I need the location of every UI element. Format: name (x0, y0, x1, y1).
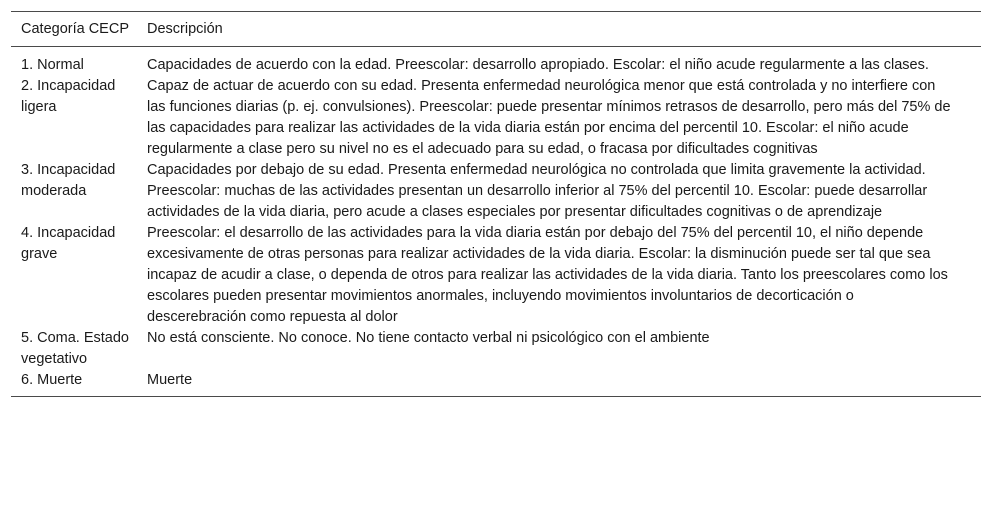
header-category: Categoría CECP (21, 21, 129, 37)
row-category: 5. Coma. Estado vegetativo (21, 330, 129, 367)
row-description: No está consciente. No conoce. No tiene contacto verbal ni psicológico con el ambiente (147, 330, 710, 346)
table-row (11, 370, 981, 397)
row-category: 3. Incapacidad moderada (21, 162, 116, 199)
row-description: Preescolar: el desarrollo de las actividades para la vida diaria están por debajo del 75% del percentil 10, el niño depende excesivamente de otras personas para realizar actividades de la vida diaria. Escolar: la disminución puede ser tal que sea incapaz de acudir a clase, o dependa de otros para realizar las actividades de la vida diaria. Tanto los preescolares como los escolares pueden presentar movimientos anormales, incluyendo movimientos involuntarios de decorticación o descerebración como repuesta al dolor (147, 225, 948, 325)
header-description: Descripción (147, 21, 223, 37)
cecp-table (11, 11, 981, 397)
row-description: Muerte (147, 372, 193, 388)
table-row (11, 328, 981, 370)
table-body (11, 47, 981, 397)
cecp-table-container (11, 11, 981, 397)
row-category: 1. Normal (21, 57, 84, 73)
table-row (11, 160, 981, 223)
table-row (11, 223, 981, 328)
row-description: Capaz de actuar de acuerdo con su edad. Presenta enfermedad neurológica menor que está controlada y no interfiere con las funciones diarias (p. ej. convulsiones). Preescolar: puede presentar mínimos retrasos de desarrollo, pero más del 75% de las capacidades para realizar las actividades de la vida diaria están por encima del percentil 10. Escolar: el niño acude regularmente a clase pero su nivel no es el adecuado para su edad, o fracasa por dificultades cognitivas (147, 78, 951, 157)
row-category: 6. Muerte (21, 372, 83, 388)
row-description: Capacidades de acuerdo con la edad. Preescolar: desarrollo apropiado. Escolar: el niño acude regularmente a las clases. (147, 57, 929, 73)
table-row (11, 47, 981, 77)
row-category: 4. Incapacidad grave (21, 225, 116, 262)
table-row (11, 76, 981, 160)
header-row (11, 12, 981, 47)
table-header (11, 12, 981, 47)
row-category: 2. Incapacidad ligera (21, 78, 116, 115)
row-description: Capacidades por debajo de su edad. Presenta enfermedad neurológica no controlada que limita gravemente la actividad. Preescolar: muchas de las actividades presentan un desarrollo inferior al 75% del percentil 10. Escolar: puede desarrollar actividades de la vida diaria, pero acude a clases especiales por presentar dificultades cognitivas o de aprendizaje (147, 162, 928, 220)
